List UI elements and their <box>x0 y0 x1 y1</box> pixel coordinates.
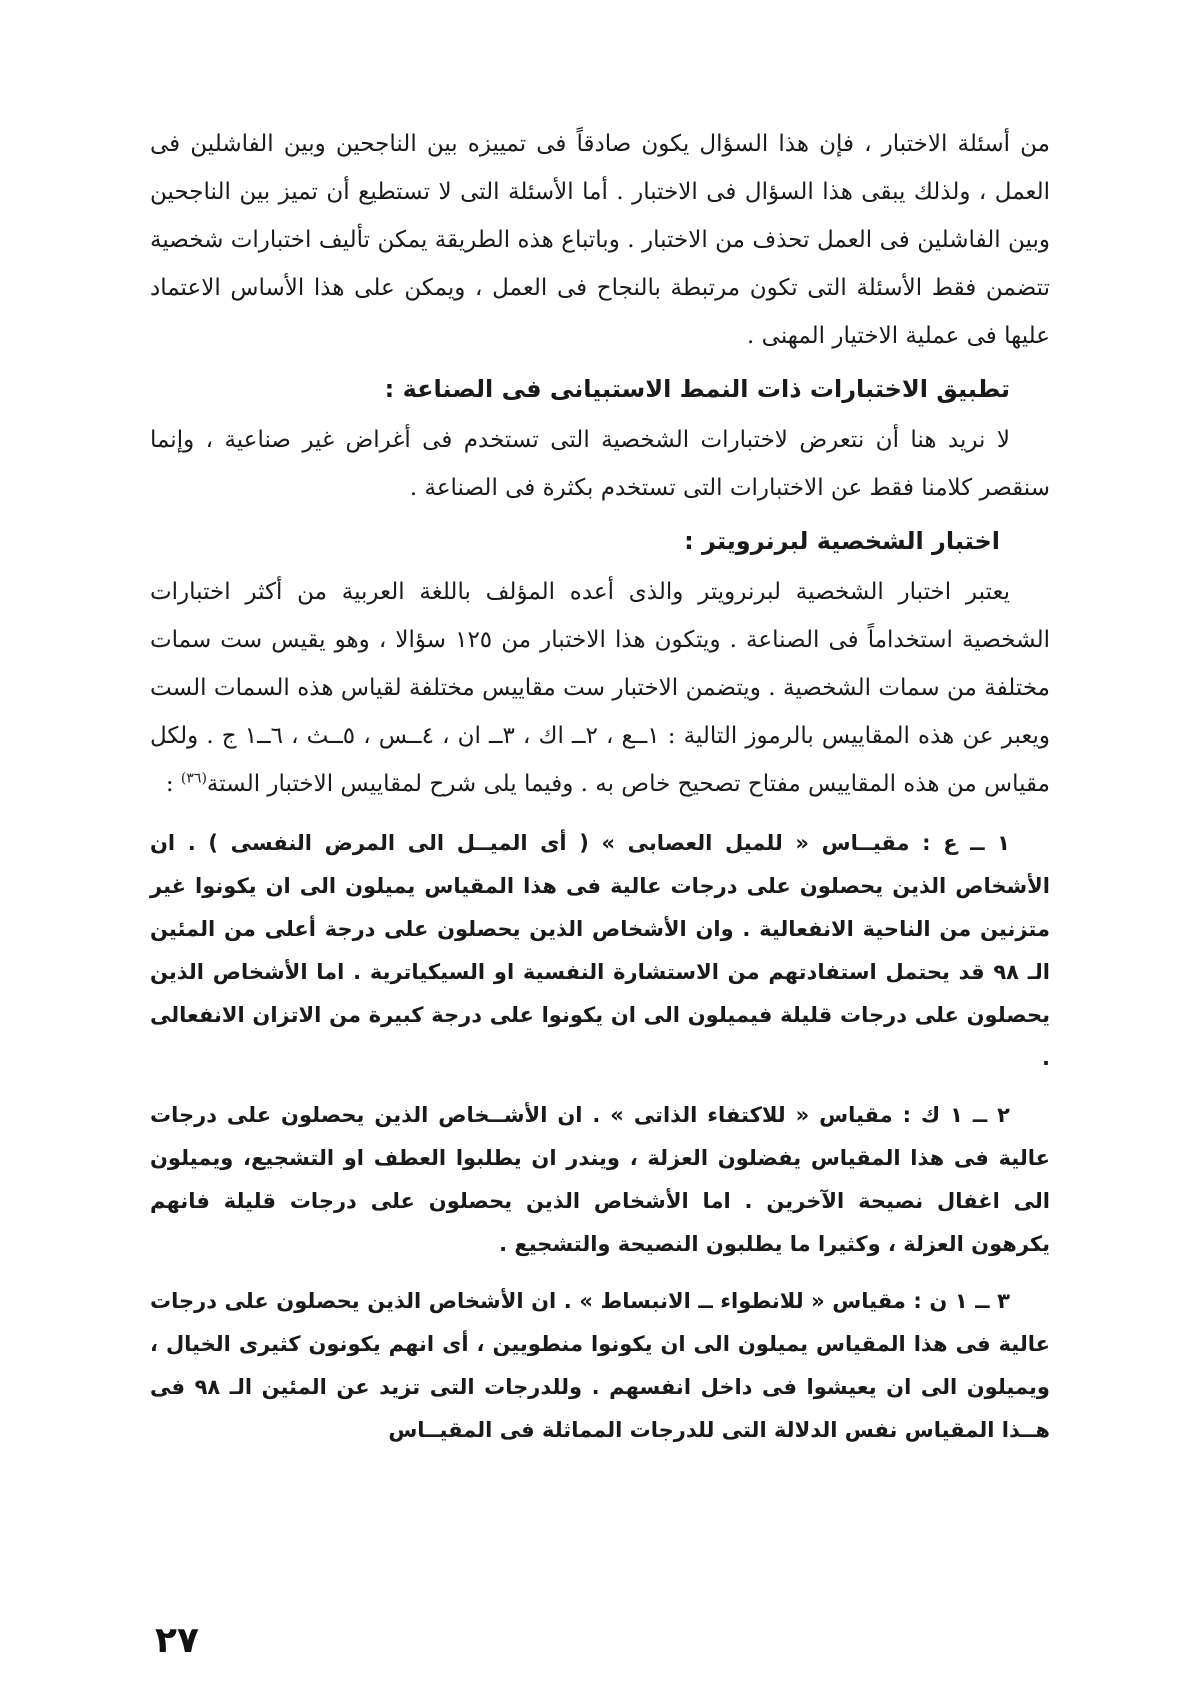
scale-1-neurotic-tendency: ١ ــ ع : مقيــاس « للميل العصابى » ( أى الميــل الى المرض النفسى ) . ان الأشخاص الذين يحصلون على درجات عالية فى هذا المقياس يميلون الى ان يكونوا غير متزنين من الناحية الانفعالية . وان الأشخاص الذين يحصلون على درجة أعلى من المئين الـ ٩٨ قد يحتمل استفادتهم من الاستشارة النفسية او السيكياترية . اما الأشخاص الذين يحصلون على درجات قليلة فيميلون الى ان يكونوا على درجة كبيرة من الاتزان الانفعالى . <box>150 831 1051 1070</box>
page-number: ٢٧ <box>155 1620 199 1661</box>
paragraph-industry-scope: لا نريد هنا أن نتعرض لاختبارات الشخصية التى تستخدم فى أغراض غير صناعية ، وإنما سنقصر كلامنا فقط عن الاختبارات التى تستخدم بكثرة فى الصناعة . <box>150 427 1050 501</box>
paragraph-bernreuter-text: يعتبر اختبار الشخصية لبرنرويتر والذى أعده المؤلف باللغة العربية من أكثر اختبارات الشخصية استخداماً فى الصناعة . ويتكون هذا الاختبار من ١٢٥ سؤالا ، وهو يقيس ست سمات مختلفة من سمات الشخصية . ويتضمن الاختبار ست مقاييس مختلفة لقياس هذه السمات الست ويعبر عن هذه المقاييس بالرموز التالية : ١ــع ، ٢ــ اك ، ٣ــ ان ، ٤ــس ، ٥ــث ، ٦ــ١ ج . ولكل مقياس من هذه المقاييس مفتاح تصحيح خاص به . وفيما يلى شرح لمقاييس الاختبار الستة <box>150 579 1051 797</box>
scale-3-introversion-extroversion: ٣ ــ ١ ن : مقياس « للانطواء ــ الانبساط » . ان الأشخاص الذين يحصلون على درجات عالية فى هذا المقياس يميلون الى ان يكونوا منطويين ، أى انهم يكونون كثيرى الخيال ، ويميلون الى ان يعيشوا فى داخل انفسهم . وللدرجات التى تزيد عن المئين الـ ٩٨ فى هــذا المقياس نفس الدلالة التى للدرجات المماثلة فى المقيــاس <box>150 1289 1050 1442</box>
scale-2-self-sufficiency: ٢ ــ ١ ك : مقياس « للاكتفاء الذاتى » . ان الأشــخاص الذين يحصلون على درجات عالية فى هذا المقياس يفضلون العزلة ، ويندر ان يطلبوا العطف او التشجيع، ويميلون الى اغفال نصيحة الآخرين . اما الأشخاص الذين يحصلون على درجات قليلة فانهم يكرهون العزلة ، وكثيرا ما يطلبون النصيحة والتشجيع . <box>150 1103 1050 1256</box>
section-heading-bernreuter: اختبار الشخصية لبرنرويتر : <box>684 527 1000 555</box>
section-heading-applications: تطبيق الاختبارات ذات النمط الاستبيانى فى الصناعة : <box>384 375 1010 403</box>
paragraph-bernreuter-description <box>150 568 1050 808</box>
page-body <box>150 120 1050 1460</box>
footnote-reference: (٣٦) <box>180 770 207 787</box>
paragraph-bernreuter-end: : <box>165 771 181 797</box>
intro-paragraph: من أسئلة الاختبار ، فإن هذا السؤال يكون صادقاً فى تمييزه بين الناجحين وبين الفاشلين فى العمل ، ولذلك يبقى هذا السؤال فى الاختبار . أما الأسئلة التى لا تستطيع أن تميز بين الناجحين وبين الفاشلين فى العمل تحذف من الاختبار . وباتباع هذه الطريقة يمكن تأليف اختبارات شخصية تتضمن فقط الأسئلة التى تكون مرتبطة بالنجاح فى العمل ، ويمكن على هذا الأساس الاعتماد عليها فى عملية الاختيار المهنى . <box>150 131 1050 349</box>
